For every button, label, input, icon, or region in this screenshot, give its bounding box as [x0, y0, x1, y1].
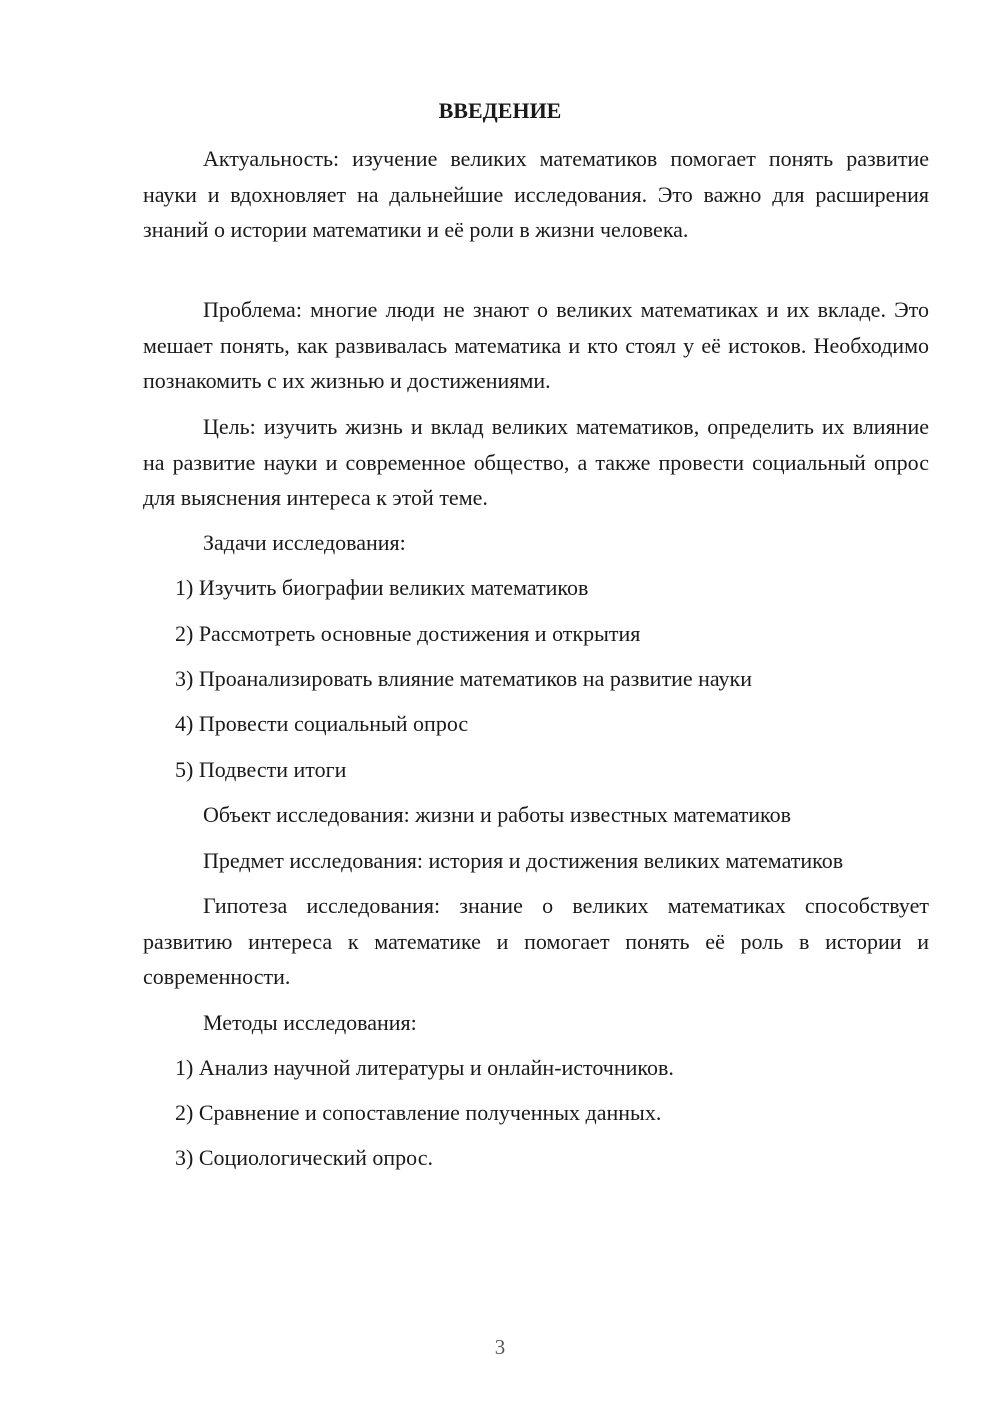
method-item: 3) Социологический опрос. [175, 1145, 433, 1170]
object-line: Объект исследования: жизни и работы известных математиков [203, 802, 791, 827]
task-item: 2) Рассмотреть основные достижения и открытия [175, 621, 641, 646]
task-item: 3) Проанализировать влияние математиков на развитие науки [175, 666, 752, 691]
page-number: 3 [494, 1335, 506, 1359]
goal-paragraph: Цель: изучить жизнь и вклад великих математиков, определить их влияние на развитие науки и современное общество, а также провести социальный опрос для выяснения интереса к этой теме. [143, 414, 929, 510]
section-title: ВВЕДЕНИЕ [438, 98, 562, 123]
relevance-paragraph: Актуальность: изучение великих математиков помогает понять развитие науки и вдохновляет на дальнейшие исследования. Это важно для расширения знаний о истории математики и её роли в жизни человека. [143, 146, 929, 242]
method-item: 1) Анализ научной литературы и онлайн-источников. [175, 1055, 674, 1080]
task-item: 5) Подвести итоги [175, 757, 347, 782]
task-item: 4) Провести социальный опрос [175, 711, 469, 736]
methods-heading: Методы исследования: [203, 1010, 417, 1035]
problem-paragraph: Проблема: многие люди не знают о великих математиках и их вкладе. Это мешает понять, как развивалась математика и кто стоял у её истоков. Необходимо познакомить с их жизнью и достижениями. [143, 297, 929, 393]
task-item: 1) Изучить биографии великих математиков [175, 575, 589, 600]
hypothesis-paragraph: Гипотеза исследования: знание о великих математиках способствует развитию интереса к математике и помогает понять её роль в истории и современности. [143, 893, 929, 989]
tasks-heading: Задачи исследования: [203, 530, 406, 555]
method-item: 2) Сравнение и сопоставление полученных данных. [175, 1100, 662, 1125]
subject-line: Предмет исследования: история и достижения великих математиков [203, 848, 844, 873]
